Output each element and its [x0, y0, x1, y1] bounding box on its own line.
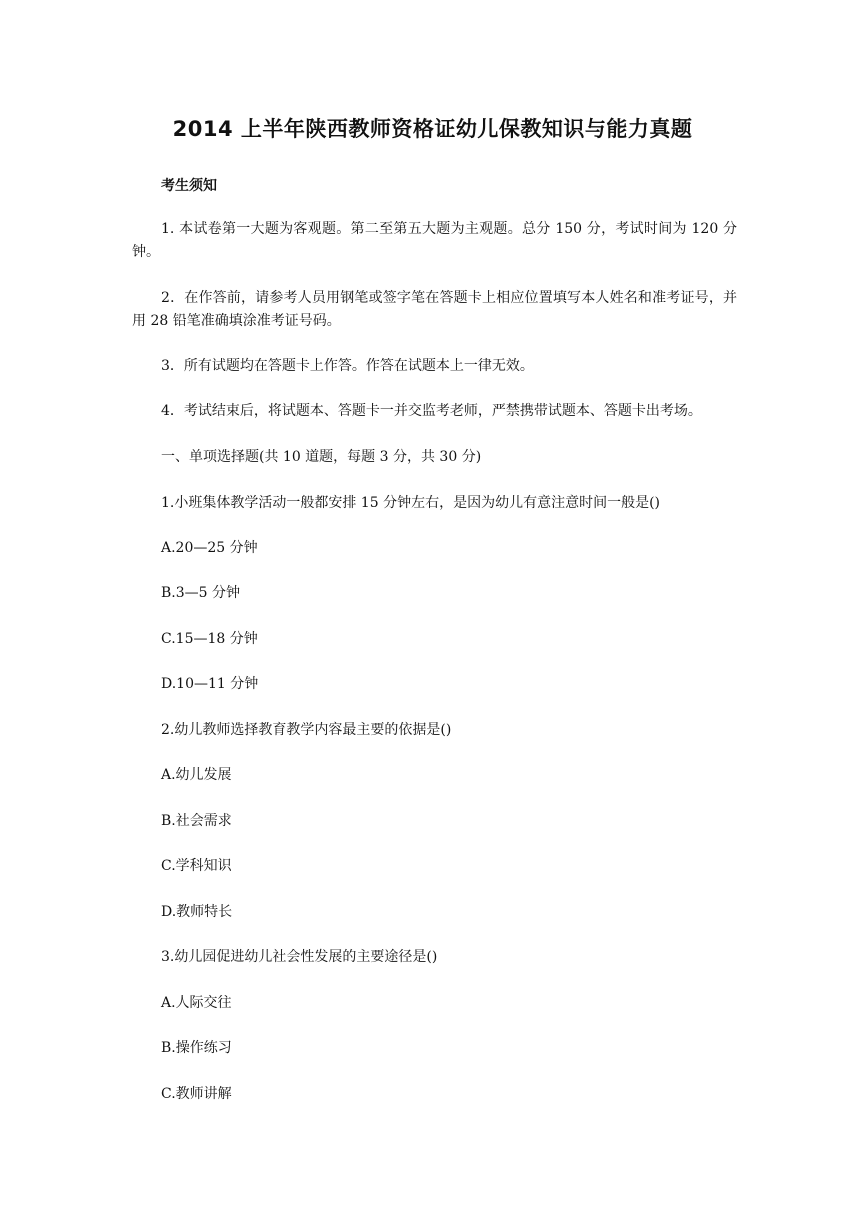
notice-heading: 考生须知	[161, 178, 217, 194]
notice-item: 2．在作答前，请参考人员用钢笔或签字笔在答题卡上相应位置填写本人姓名和准考证号，并用 28 铅笔准确填涂准考证号码。	[132, 290, 737, 329]
question-stem: 3.幼儿园促进幼儿社会性发展的主要途径是()	[161, 949, 438, 965]
answer-option: C.教师讲解	[161, 1086, 232, 1102]
document-title: 2014 上半年陕西教师资格证幼儿保教知识与能力真题	[172, 117, 693, 141]
answer-option: B.操作练习	[161, 1040, 232, 1056]
answer-option: A.人际交往	[161, 995, 232, 1011]
notice-item: 4．考试结束后，将试题本、答题卡一并交监考老师，严禁携带试题本、答题卡出考场。	[161, 403, 702, 419]
question-stem: 1.小班集体教学活动一般都安排 15 分钟左右，是因为幼儿有意注意时间一般是()	[161, 495, 660, 511]
answer-option: C.学科知识	[161, 858, 232, 874]
answer-option: C.15—18 分钟	[161, 631, 258, 647]
answer-option: B.社会需求	[161, 813, 232, 829]
answer-option: B.3—5 分钟	[161, 585, 241, 601]
answer-option: A.20—25 分钟	[161, 540, 258, 556]
question-stem: 2.幼儿教师选择教育教学内容最主要的依据是()	[161, 722, 452, 738]
notice-item: 3．所有试题均在答题卡上作答。作答在试题本上一律无效。	[161, 358, 534, 374]
answer-option: A.幼儿发展	[161, 767, 232, 783]
section-heading: 一、单项选择题(共 10 道题，每题 3 分，共 30 分)	[161, 449, 482, 465]
answer-option: D.10—11 分钟	[161, 676, 259, 692]
notice-item: 1. 本试卷第一大题为客观题。第二至第五大题为主观题。总分 150 分，考试时间为 120 分钟。	[132, 221, 737, 260]
answer-option: D.教师特长	[161, 904, 233, 920]
